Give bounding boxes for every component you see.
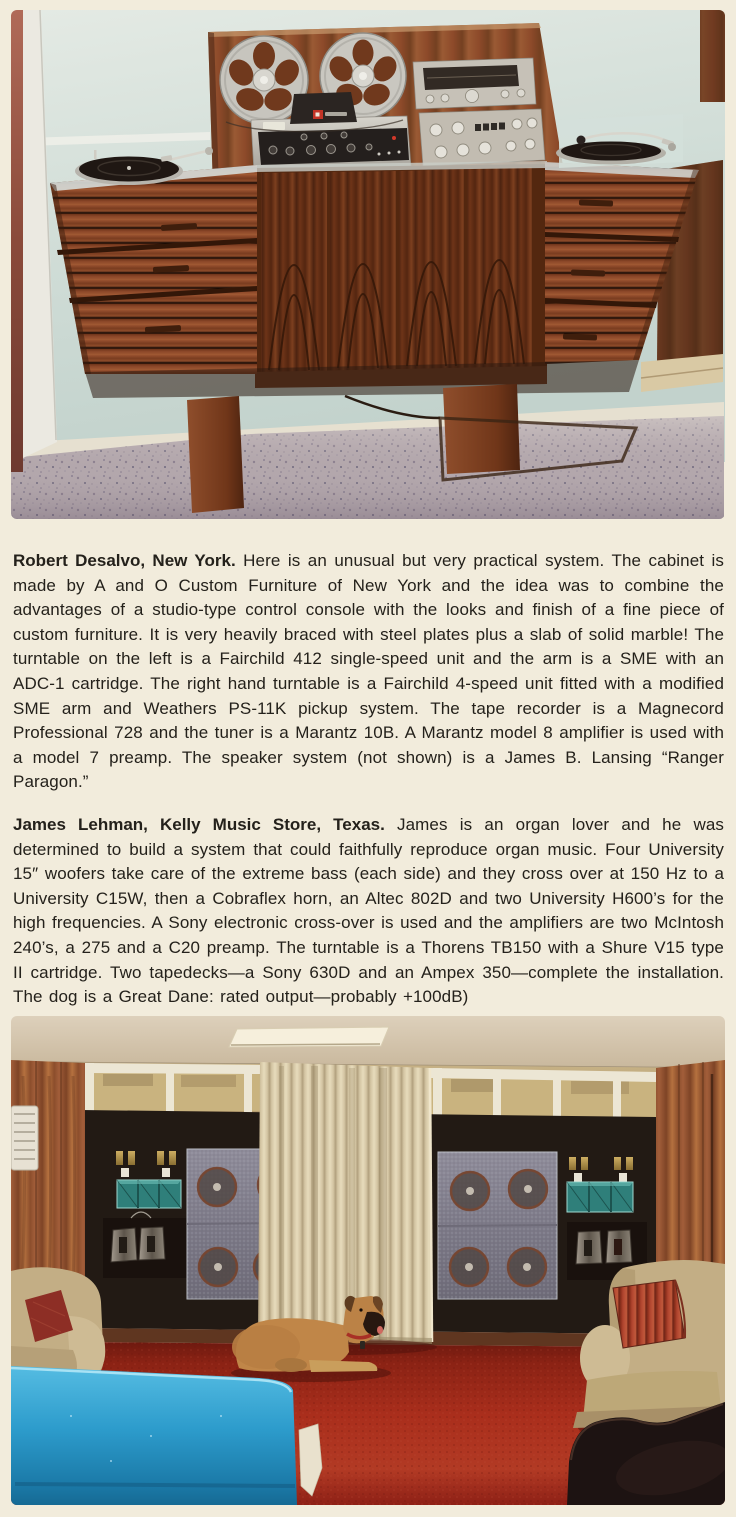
cabinet-leg-left	[187, 396, 244, 513]
caption-lehman	[13, 813, 724, 1010]
blue-vinyl-bench	[11, 1366, 297, 1505]
photo-desalvo-console-system	[11, 10, 725, 519]
clerestory-windows-left	[85, 1063, 261, 1113]
caption-lehman-body: James is an organ lover and he was determined to build a system that could faithfully reproduce organ music. Four University 15″ woofers take care of the extreme bass (each side) and they cross over at 150 Hz to a University C15W, then a Cobraflex horn, an Altec 802D and two University H600’s for the high frequencies. A Sony electronic cross-over is used and the amplifiers are two McIntosh 240’s, a 275 and a C20 preamp. The turntable is a Thorens TB150 with a Shure V15 type II cartridge. Two tapedecks—a Sony 630D and an Ampex 350—complete the installation. The dog is a Great Dane: rated output—probably +100dB)	[13, 815, 724, 1007]
cabinet-left-drawers	[50, 165, 257, 374]
marantz-preamp-panel	[419, 109, 545, 166]
cabinet-leg-right	[443, 384, 520, 474]
cabinet-center-doors	[255, 161, 547, 388]
caption-lehman-lead: James Lehman, Kelly Music Store, Texas.	[13, 815, 385, 834]
clerestory-windows-right	[430, 1068, 656, 1120]
fluorescent-light	[229, 1027, 389, 1047]
caption-desalvo-body: Here is an unusual but very practical system. The cabinet is made by A and O Custom Furniture of New York and the idea was to combine the advantages of a studio-type control console with the looks and finish of a fine piece of custom furniture. It is very heavily braced with steel plates plus a slab of solid marble! The turntable on the left is a Fairchild 412 single-speed unit and the arm is a SME with an ADC-1 cartridge. The right hand turntable is a Fairchild 4-speed unit fitted with a modified SME arm and Weathers PS-11K pickup system. The tape recorder is a Magnecord Professional 728 and the tuner is a Marantz 10B. A Marantz model 8 amplifier is used with a model 7 preamp. The speaker system (not shown) is a James B. Lansing “Ranger Paragon.”	[13, 551, 725, 792]
cushion-right-striped	[613, 1280, 685, 1348]
doorway-edge	[11, 10, 23, 472]
air-conditioner	[11, 1106, 38, 1170]
curtain	[253, 1062, 437, 1355]
turntable-right	[556, 114, 683, 168]
cobraflex-horn-right	[567, 1182, 633, 1212]
photo-lehman-listening-room	[11, 1016, 725, 1505]
caption-desalvo-lead: Robert Desalvo, New York.	[13, 551, 236, 570]
woofer-grille-right	[438, 1152, 557, 1299]
horn-drivers-left	[103, 1212, 189, 1278]
caption-desalvo	[13, 549, 724, 795]
marantz-10b-tuner	[413, 58, 536, 109]
cobraflex-horn-left	[117, 1180, 181, 1208]
